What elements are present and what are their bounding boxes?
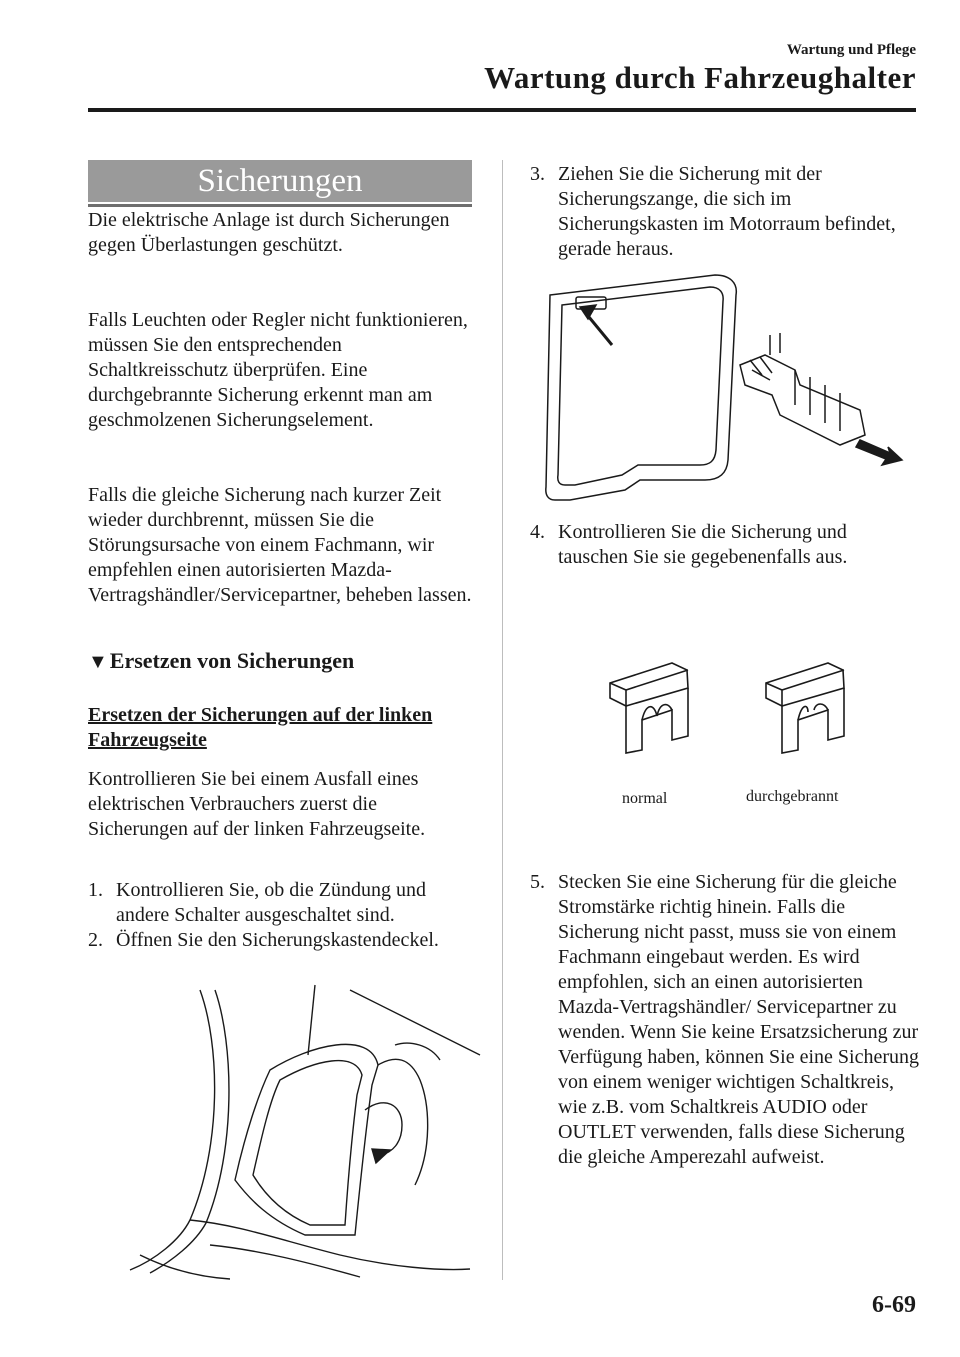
fuse-normal-caption: normal	[622, 790, 668, 807]
step-number: 3.	[530, 163, 545, 185]
step-item-4	[530, 520, 920, 570]
instruction-paragraph: Kontrollieren Sie bei einem Ausfall eines elektrischen Verbrauchers zuerst die Sicherungen auf der linken Fahrzeugseite.	[88, 768, 426, 840]
step-text: Kontrollieren Sie, ob die Zündung und andere Schalter ausgeschaltet sind.	[116, 879, 426, 926]
steps-list-left	[88, 878, 478, 953]
subheading-text: Ersetzen von Sicherungen	[109, 648, 355, 673]
steps-list-right-middle	[530, 520, 920, 570]
fuse-puller-illustration	[540, 275, 910, 505]
fuse-box-cover-illustration	[110, 985, 480, 1280]
step-item-5	[530, 870, 920, 1170]
header-title: Wartung durch Fahrzeughalter	[484, 60, 916, 95]
step-text: Stecken Sie eine Sicherung für die gleiche Stromstärke richtig hinein. Falls die Sicherung nicht passt, muss sie von einem Fachmann eingebaut werden. Es wird empfohlen, sich an einen autorisierten Mazda-Vertragshändler/ Servicepartner zu wenden. Wenn Sie keine Ersatzsicherung zur Verfügung haben, können Sie eine Sicherung von einem weniger wichtigen Schaltkreis, wie z.B. vom Schaltkreis AUDIO oder OUTLET verwenden, falls diese Sicherung die gleiche Amperezahl aufweist.	[558, 871, 920, 1168]
fuse-normal-illustration	[602, 658, 702, 758]
step-number: 5.	[530, 871, 545, 893]
page-number: 6-69	[872, 1292, 916, 1318]
steps-list-right-top	[530, 162, 920, 262]
step-number: 4.	[530, 521, 545, 543]
header-section-label: Wartung und Pflege	[786, 42, 916, 58]
triangle-marker-icon: ▼	[88, 651, 108, 673]
intro-paragraph-2: Falls Leuchten oder Regler nicht funktionieren, müssen Sie den entsprechenden Schaltkreisschutz überprüfen. Eine durchgebrannte Sicherung erkennt man am geschmolzenen Sicherungselement.	[88, 309, 468, 431]
intro-paragraph-1: Die elektrische Anlage ist durch Sicherungen gegen Überlastungen geschützt.	[88, 209, 450, 256]
section-title-rule	[88, 204, 472, 207]
intro-paragraph-3: Falls die gleiche Sicherung nach kurzer Zeit wieder durchbrennt, müssen Sie die Störungsursache von einem Fachmann, wir empfehlen einen autorisierten Mazda-Vertragshändler/Servicepartner, beheben lassen.	[88, 484, 472, 606]
step-text: Ziehen Sie die Sicherung mit der Sicherungszange, die sich im Sicherungskasten im Motorraum befindet, gerade heraus.	[558, 163, 896, 260]
fuse-blown-illustration	[758, 658, 858, 758]
step-text: Öffnen Sie den Sicherungskastendeckel.	[116, 929, 439, 951]
column-divider	[502, 160, 503, 1280]
step-number: 1.	[88, 879, 103, 901]
step-item-3	[530, 162, 920, 262]
step-item-1	[88, 878, 478, 928]
fuse-blown-caption: durchgebrannt	[746, 788, 839, 805]
step-text: Kontrollieren Sie die Sicherung und tauschen Sie sie gegebenenfalls aus.	[558, 521, 848, 568]
header-rule	[88, 108, 916, 112]
subheading	[88, 648, 354, 674]
steps-list-right-bottom	[530, 870, 920, 1170]
section-title: Sicherungen	[88, 160, 472, 202]
step-item-2	[88, 928, 478, 953]
step-number: 2.	[88, 929, 103, 951]
underlined-heading: Ersetzen der Sicherungen auf der linken Fahrzeugseite	[88, 704, 433, 751]
